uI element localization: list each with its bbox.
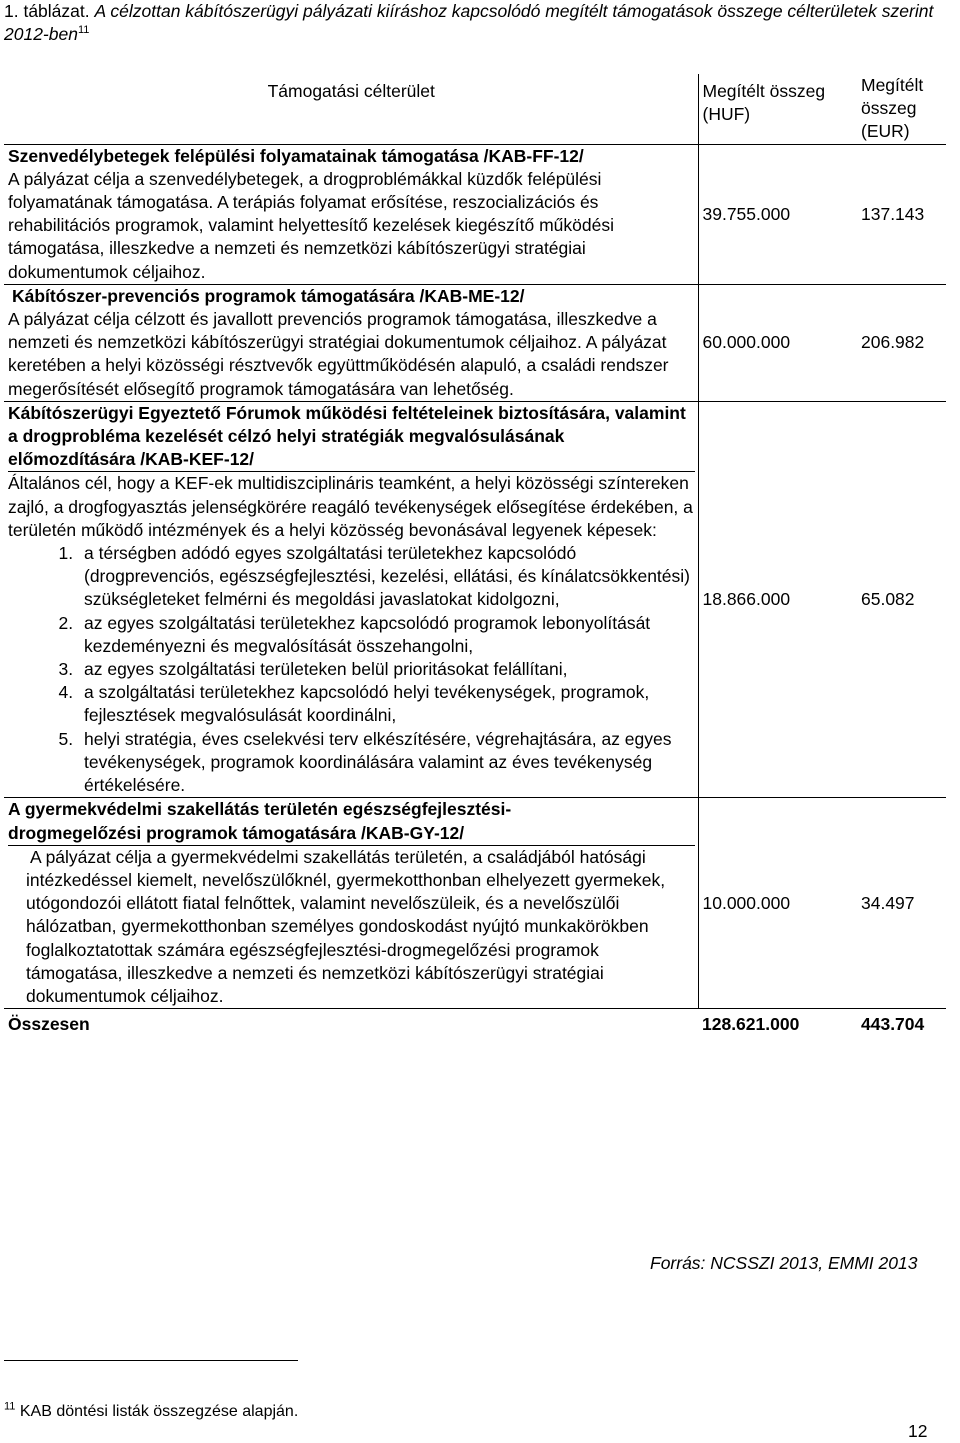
row-huf: 60.000.000 (698, 284, 857, 401)
row-eur: 137.143 (857, 144, 946, 284)
list-item: 5. helyi stratégia, éves cselekvési terv elkészítésére, végrehajtására, az egyes tevékenységek, programok koordinálására valamint az éves tevékenység értékelésére. (78, 728, 695, 798)
source-note: Forrás: NCSSZI 2013, EMMI 2013 (650, 1253, 918, 1273)
table-row (4, 798, 946, 1009)
list-item: 2. az egyes szolgáltatási területekhez kapcsolódó programok lebonyolítását kezdeményezni és megvalósítását összehangolni, (78, 612, 695, 658)
row-title: Szenvedélybetegek felépülési folyamatainak támogatása /KAB-FF-12/ (8, 145, 584, 166)
total-row (4, 1009, 946, 1037)
total-huf: 128.621.000 (698, 1009, 857, 1037)
row-title: A gyermekvédelmi szakellátás területén egészségfejlesztési-drogmegelőzési programok támogatására /KAB-GY-12/ (8, 798, 695, 845)
header-huf: Megítélt összeg (HUF) (702, 81, 826, 125)
header-eur: Megítélt összeg (EUR) (861, 75, 924, 142)
row-eur: 206.982 (857, 284, 946, 401)
row-area-cell (4, 798, 698, 1009)
header-area: Támogatási célterület (4, 74, 698, 144)
table-caption (4, 0, 954, 46)
row-title: Kábítószerügyi Egyeztető Fórumok működési feltételeinek biztosítására, valamint a drogprobléma kezelését célzó helyi stratégiák megvalósulásának előmozdítására /KAB-KEF-12/ (8, 402, 695, 473)
page-number: 12 (908, 1421, 928, 1441)
total-label: Összesen (4, 1009, 698, 1037)
row-description: Általános cél, hogy a KEF-ek multidiszciplináris teamként, a helyi közösségi színtereken zajló, a drogfogyasztás jelenségkörére reagáló tevékenységek elősegítése érdekében, a területén működő intézmények és a helyi közösség bevonásával legyenek képesek: (8, 473, 693, 540)
row-eur: 65.082 (857, 401, 946, 797)
row-eur: 34.497 (857, 798, 946, 1009)
footnote-text: KAB döntési listák összegzése alapján. (19, 1403, 299, 1420)
table-row (4, 144, 946, 284)
row-huf: 10.000.000 (698, 798, 857, 1009)
row-description: A pályázat célja a gyermekvédelmi szakellátás területén, a családjából hatósági intézkedéssel kiemelt, nevelőszülőknél, gyermekotthonban elhelyezett gyermekek, utógondozói ellátott fiatal felnőttek, valamint nevelőszüleik, és a nevelőszülői hálózatban, gyermekotthonban személyes gondoskodást nyújtó munkakörökben foglalkoztatottak számára egészségfejlesztési-drogmegelőzési programok támogatása, illeszkedve a nemzeti és nemzetközi kábítószerügyi stratégiai dokumentumok céljaihoz. (26, 846, 666, 1006)
table-row (4, 401, 946, 797)
row-area-cell (4, 284, 698, 401)
total-eur: 443.704 (857, 1009, 946, 1037)
row-description: A pályázat célja célzott és javallott prevenciós programok támogatása, illeszkedve a nemzeti és nemzetközi kábítószerügyi stratégiai dokumentumok céljaihoz. A pályázat keretében a helyi közösségi résztvevők együttműködésén alapuló, a családi rendszer megerősítését elősegítő programok támogatására van lehetőség. (8, 309, 669, 399)
row-area-cell (4, 144, 698, 284)
grants-table (4, 74, 946, 1036)
footnote-ref: 11 (77, 24, 90, 37)
row-area-cell (4, 401, 698, 797)
row-title: Kábítószer-prevenciós programok támogatására /KAB-ME-12/ (12, 285, 525, 306)
table-header-row (4, 74, 946, 144)
table-title: A célzottan kábítószerügyi pályázati kiíráshoz kapcsolódó megítélt támogatások összege célterületek szerint 2012-ben (4, 1, 934, 45)
list-item: 3. az egyes szolgáltatási területeken belül prioritásokat felállítani, (78, 658, 695, 681)
row-huf: 39.755.000 (698, 144, 857, 284)
table-row (4, 284, 946, 401)
list-item: 1. a térségben adódó egyes szolgáltatási területekhez kapcsolódó (drogprevenciós, egészségfejlesztési, kezelési, ellátási, és kínálatcsökkentési) szükségleteket felmérni és megoldási javaslatokat kidolgozni, (78, 542, 695, 612)
task-list (8, 542, 695, 797)
footnote-number: 11 (4, 1400, 16, 1413)
footnote (4, 1400, 298, 1423)
table-number: 1. táblázat. (4, 1, 90, 21)
footnote-separator (4, 1360, 298, 1361)
list-item: 4. a szolgáltatási területekhez kapcsolódó helyi tevékenységek, programok, fejlesztések megvalósulását koordinálni, (78, 681, 695, 727)
row-huf: 18.866.000 (698, 401, 857, 797)
row-description: A pályázat célja a szenvedélybetegek, a drogproblémákkal küzdők felépülési folyamatának támogatása. A terápiás folyamat erősítése, reszocializációs és rehabilitációs programok, valamint helyettesítő kezelések kiegészítő működési támogatása, illeszkedve a nemzeti és nemzetközi kábítószerügyi stratégiai dokumentumok céljaihoz. (8, 168, 614, 282)
